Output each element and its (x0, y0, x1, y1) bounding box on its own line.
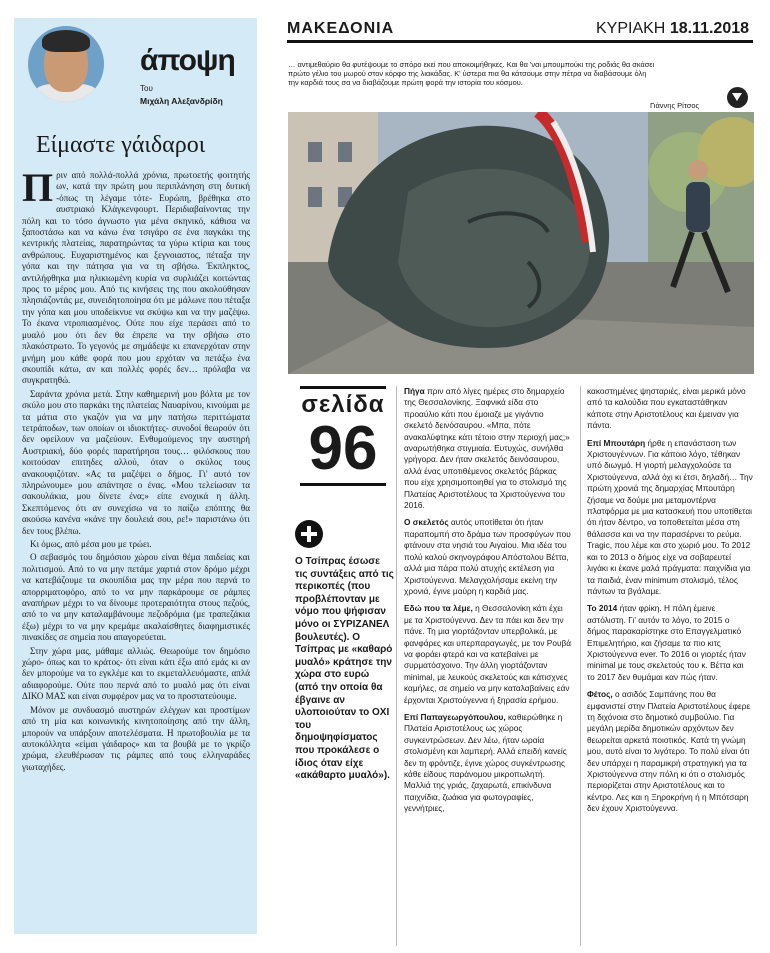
paragraph-text: ήρθε η επανάσταση των Χριστουγέννων. Για κάποιο λόγο, τέθηκαν υπό διωγμό. Η γιορτή μελαγχολούσε τα Χριστούγεννα, αλλά όχι κι έτσι, δηλαδή… Την πρώτη χρονιά της δημαρχίας Μπουτάρη ζήσαμε να δούμε μια μεταμοντέρνα πλατφόρμα με μια κατασκευή που υποτίθεται ότι ήταν δέντρο, να τοποθετείται μέσα στη θάλασσα και να την παρασέρνει το ρεύμα. Tragic, που λέμε και στο χωριό μου. Το 2012 και το 2013 ο δήμος είχε να σοβαρευτεί λιγάκι κι έκανε μαλά πράγματα: παιχνίδια για τα παιδιά, έναν minimum στολισμό, τέλος πάντων τα βγάλαμε. (587, 437, 753, 596)
paragraph-text: πριν από λίγες ημέρες στο δημαρχείο της Θεσσαλονίκης. Ξαφνικά είδα στο προαύλιο κάτι που έμοιαζε με γιγάντιο σκελετό δεινόσαυρου. «Μπα, πότε ανακαλύφτηκε κάτι τέτοιο στην περιοχή μας;» αναρωτήθηκα στιγμιαία. Ευτυχώς, συνήλθα γρήγορα. Δεν ήταν σκελετός δεινόσαυρου, αλλά ένας υποτιθέμενος σκελετός βάρκας που είχε χρησιμοποιηθεί για το στολισμό της Πλατείας Αριστοτέλους τα Χριστούγεννα του 2016. (404, 386, 570, 511)
issue-date-value: 18.11.2018 (669, 20, 750, 37)
opinion-paragraph: Ο σεβασμός του δημόσιου χώρου είναι θέμα παιδείας και πολιτισμού. Από το να μην πετάμε χαρτιά στον δρόμο μέχρι να κατεβάζουμε τα σκουπίδια μας την μέρα που περνά το απορριματοφόρο, από το να μην παρκάρουμε σε ράμπες αναπήρων μέχρι το να δίνουμε προτεραιότητα στους πεζούς, από το να μην καταλαμβάνουμε πεζοδρόμια (με τραπεζάκια έξω) μέχρι το να μην κρεμάμε ακαλαίσθητες διαφημιστικές πινακίδες σε σημεία που απαγορεύεται. (22, 552, 250, 643)
opinion-paragraph: ριν από πολλά-πολλά χρόνια, πρωτοετής φοιτητής ων, κατά την πρώτη μου περιπλάνηση στη δυτική -όπως τη λέγαμε τότε- Ευρώπη, βρέθηκα στο αυστριακό Κλάγκενφουρτ. Περιδιαβαίνοντας την πόλη και το τόσο άγνωστο για μένα σκηνικό, κάθισα να ξαποστάσω και να κάνω ένα τσιγάρο σε ένα παγκάκι της κεντρικής πλατείας, παρατηρώντας τα γύρω κτίρια και τους ανθρώπους. Ευχαριστημένος και ξεγνοιαστος, πέταξα την γόπα και την πάτησα για να τη σβήσω. Έκπληκτος, αντιλήφθηκα μια ηλικιωμένη κυρία να συρλιάζει κοιτώντας προς το μέρος μου. Από τις κινήσεις της που ακολούθησαν πλησιάζοντάς με, συνειδητοποίησα ότι με μάλωνε που πέταξα την γόπα και μου υποδείκνυε να σκύψω και να την μαζέψω. Το έκανα ντροπιασμένος. Ούτε που είχε περάσει από το μυαλό μου ότι δεν θα έπρεπε να την σβήσω στο πλακόστρωτο. Το γεγονός με σημάδεψε κι επανερχόταν στην μνήμη μου κάθε φορά που μου ερχόταν να πετάξω ένα σκουπίδι κάτω, αν και πολλές φορές δεν… πρόλαβα να συγκρατηθώ. (22, 170, 250, 386)
page-label: σελίδα (301, 391, 385, 418)
article-paragraph (404, 517, 572, 597)
paragraph-lead: Επί Μπουτάρη (587, 437, 646, 448)
paragraph-lead: Εδώ που τα λέμε, (404, 603, 473, 614)
opinion-label: άποψη (140, 44, 235, 77)
poem-quote: … αντιμεθαύριο θα φυτέψουμε το σπόρο εκεί που αποκοιμήθηκες. Και θα 'ναι μπουμπούκι της ροδιάς θα σκάσει πρώτο γέλιο του μωρού στον κόρφο της λιακάδας. Κ' ύστερα πια θα κάτσουμε στην πέτρα να διαβάσουμε όλη την καρδιά τους σα να διαβάζουμε πρώτη φορά την ιστορία του κόσμου. (288, 60, 655, 88)
paragraph-text: καθιερώθηκε η Πλατεία Αριστοτέλους ως χώρος συγκεντρώσεων. Δεν λέω, ήταν ωραία στολισμένη και λαμπερή. Αλλά επειδή κανείς δεν τη φρόντιζε, έγινε χώρος συγκέντρωσης κάθε είδους παράνομου μικροπωλητή. Μαλλιά της γριάς, ζαχαρωτά, επικίνδυνα παιχνίδια, ζωάκια για φωτογραφίες, γεννήτριες, (404, 711, 567, 814)
sculpture-photo-illustration (288, 112, 754, 374)
article-paragraph (587, 438, 753, 598)
article-column-middle (404, 386, 572, 821)
page-badge-rule (300, 386, 386, 389)
article-column-right (587, 386, 753, 821)
column-divider (396, 386, 397, 946)
opinion-paragraph: Μόνον με συνδυασμό αυστηρών ελέγχων και προστίμων από τη μία και κοινωνικής κινητοποίησης από την άλλη, μπορούν να υπάρξουν αποτελέσματα. Η πρωτοβουλία με τα αυτοκόλλητα «είμαι γάιδαρος» και τα βουβά με το γκρίζο χρώμα, ελευθέρωσαν τις ράμπες από τους ελληναράδες γιωταχήδες. (22, 704, 250, 772)
article-paragraph (404, 603, 572, 706)
paragraph-lead: Το 2014 (587, 603, 618, 614)
paragraph-text: ήταν φρίκη. Η πόλη έμεινε αστόλιστη. Γι' αυτόν το λόγο, το 2015 ο δήμος παρακαρίστηκε στο Επαγγελματικό Επιμελητήριο, και ζήσαμε τα πιο κιτς Χριστούγεννα ever. Το 2016 οι γιορτές ήταν minimal με τους σκελετούς του κ. Βέττα και το 2017 δεν θυμάμαι καν πώς ήταν. (587, 603, 746, 682)
opinion-column (14, 18, 257, 934)
article-paragraph (404, 712, 572, 815)
author-name: Μιχάλη Αλεξανδρίδη (140, 96, 223, 106)
page-badge-rule (300, 483, 386, 486)
section-title: ΜΑΚΕΔΟΝΙΑ (287, 20, 395, 37)
paragraph-text: κακοστημένες ψησταριές, είναι μερικά μόνο από τα καλούδια που εγκαταστάθηκαν κάποτε στην Αριστοτέλους και έμειναν για πάντα. (587, 386, 746, 431)
issue-date (596, 20, 749, 38)
drop-cap: Π (22, 165, 54, 210)
page-number: 96 (308, 414, 378, 483)
page-badge (300, 386, 386, 486)
paragraph-lead: Πήγα (404, 386, 425, 396)
opinion-paragraph: Σαράντα χρόνια μετά. Στην καθημερινή μου βόλτα με τον σκύλο μου στο παρκάκι της πλατείας Ναυαρίνου, κινούμαι με τα μάτια στο γκαζόν για να μην πατήσω περιττώματα τετράποδων, των οποίων οι ιδιοκτήτες- συνοδοί θεωρούν ότι δεν οφείλουν να μαζεύουν. Ενθυμούμενος την αυστηρή Αυστριακή, δύο φορές παρατήρησα τους… φιλόσκους που κοιτούσαν επιτηδες αλλού, όταν ο σκύλος τους ανακουφιζόταν. «Ας τα μαζέψει ο δήμος. Γι' αυτό τον πληρώνουμε» μου απάντησε ο ένας. «Μου τελείωσαν τα σακουλάκια, μου δίνετε ένα;» είπε ενοχικά η άλλη. Σκεπτόμενος ότι αν συνεχίσω να το παίζω επόπτης θα ακούσω κανένα «κάνε την δουλειά σου, ρε!» παριστάνω ότι δεν τους βλέπω. (22, 388, 250, 536)
poem-author: Γιάννης Ρίτσος (650, 101, 700, 110)
plus-note: Ο Τσίπρας έσωσε τις συντάξεις από τις περικοπές (που προβλέπονταν με νόμο που ψήφισαν μόνο οι ΣΥΡΙΖΑΝΕΛ βουλευτές). Ο Τσίπρας με «καθαρό μυαλό» κράτησε την χώρα στο ευρώ (από την οποία θα έβγαινε αν υλοποιούταν το ΟΧΙ του δημοψηφίσματος που προκάλεσε ο ίδιος όταν είχε «ακάθαρτο μυαλό»). (295, 556, 394, 782)
chevron-down-icon (727, 87, 748, 108)
paragraph-text: ο ασιδός Σαμπάνης που θα εμφανιστεί στην Πλατεία Αριστοτέλους έφερε τη διχόνοια στο δημοτικό συμβούλιο. Για μεγάλη μερίδα δημοτικών αρχόντων δεν θεωρείται αρκετά ποιοτικός. Κατά τη γνώμη μου, αυτό είναι το λιγότερο. Το πολύ είναι ότι δεν υπάρχει η παραμικρή στρατηγική για τα Χριστούγεννα στην πόλη κι ότι ο στολισμός περιορίζεται στην Αριστοτέλους και το κέντρο. Λες και η Ξηροκρήνη ή η Μπότσαρη δεν έχουν Χριστούγεννα. (587, 689, 751, 814)
issue-day: ΚΥΡΙΑΚΗ (596, 20, 666, 37)
plus-icon (295, 520, 323, 548)
avatar-hair (42, 30, 90, 52)
paragraph-text: αυτός υποτίθεται ότι ήταν παραπομπή στο δράμα των προσφύγων που φτάνουν στα νησιά του Αιγαίου. Μια ιδέα του πολύ καλού σκηνογράφου Απόστολου Βέττα, αλλά μια πάρα πολύ ατυχής εκτέλεση για Χριστούγεννα. Μελαγχολήσαμε εκείνη την χρονιά, έγινε μαύρη η καρδιά μας. (404, 517, 571, 596)
opinion-headline: Είμαστε γάιδαροι (36, 132, 206, 158)
article-paragraph (587, 603, 753, 683)
column-divider (580, 386, 581, 946)
article-paragraph (587, 386, 753, 432)
header-rule (287, 40, 753, 43)
byline-prefix: Του (140, 84, 153, 93)
sculpture-photo (288, 112, 754, 374)
author-avatar (28, 26, 104, 102)
article-paragraph (404, 386, 572, 511)
paragraph-lead: Φέτος, (587, 689, 613, 700)
opinion-paragraph: Κι όμως, από μέσα μου με τρώει. (30, 539, 152, 549)
paragraph-lead: Επί Παπαγεωργόπουλου, (404, 711, 506, 722)
paragraph-lead: Ο σκελετός (404, 517, 449, 528)
opinion-paragraph: Στην χώρα μας, μάθαμε αλλιώς. Θεωρούμε τον δημόσιο χώρο- όπως και το κράτος- ότι είναι κάτι έξω από εμάς κι αν δεν μπορούμε να το εγκλέμε και το εκμεταλλευόμαστε, απλά αδιαφορούμε. Ούτε που περνά από το μυαλό μας ότι είναι ΔΙΚΟ ΜΑΣ και είναι συμφέρον μας να το προστατεύουμε. (22, 645, 250, 702)
paragraph-text: η Θεσσαλονίκη κάτι έχει με τα Χριστούγεννα. Δεν τα πάει και δεν την πάνε. Τη μια γιορτάζονταν υπερβολικά, με φανφάρες και υπερπαραγωγές, με τον Ρουβά να φοράει φτερά και να κατεβαίνει με συρματόσχοινο. Την άλλη γιορτάζονταν minimal, με λευκούς σκελετούς και κάτισχνες καμήλες, σε σημείο να μην καταλαβαίνεις εάν έρχονται Χριστούγεννα ή ξηρασία ερήμου. (404, 603, 572, 705)
opinion-body (22, 165, 250, 775)
article-paragraph (587, 689, 753, 814)
